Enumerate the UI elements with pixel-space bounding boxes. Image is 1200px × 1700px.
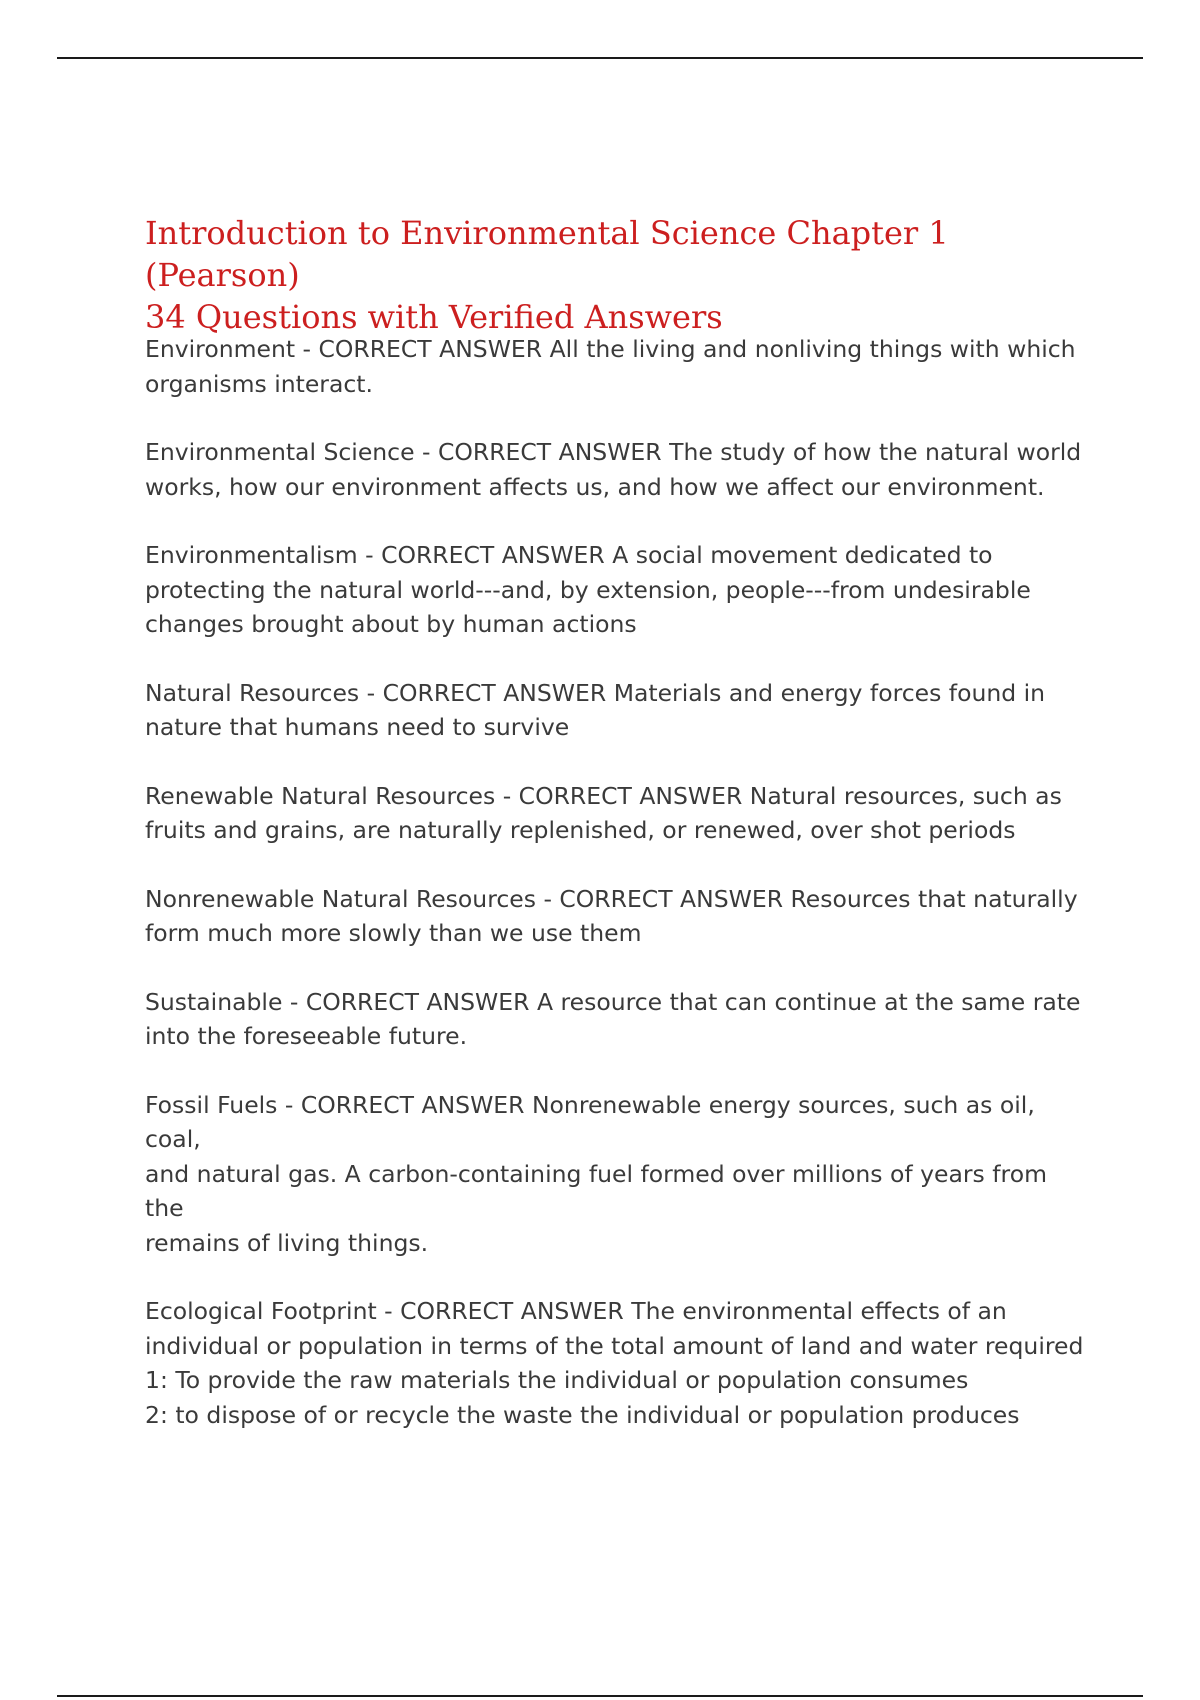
qa-separator: - CORRECT ANSWER bbox=[414, 438, 670, 466]
document-title bbox=[145, 212, 1085, 338]
qa-separator: - CORRECT ANSWER bbox=[535, 884, 791, 913]
qa-answer-text: The environmental effects of an bbox=[631, 1297, 1007, 1325]
qa-entry-first-line bbox=[145, 538, 1085, 573]
qa-entry-first-line bbox=[145, 985, 1085, 1020]
qa-separator: - CORRECT ANSWER bbox=[376, 1297, 632, 1325]
qa-answer-line: fruits and grains, are naturally replenished, or renewed, over shot periods bbox=[145, 816, 1016, 844]
qa-term: Ecological Footprint bbox=[145, 1297, 377, 1325]
qa-separator: - CORRECT ANSWER bbox=[295, 335, 550, 363]
qa-separator: - CORRECT ANSWER bbox=[359, 678, 614, 707]
qa-entry bbox=[145, 985, 1085, 1054]
qa-answer-line: changes brought about by human actions bbox=[145, 610, 637, 638]
qa-entry bbox=[145, 1088, 1085, 1261]
qa-separator: - CORRECT ANSWER bbox=[495, 781, 750, 810]
qa-separator: - CORRECT ANSWER bbox=[357, 541, 613, 569]
qa-entry bbox=[145, 882, 1085, 951]
qa-answer-line: form much more slowly than we use them bbox=[145, 919, 642, 947]
qa-term: Natural Resources bbox=[145, 678, 360, 707]
qa-term: Environment bbox=[145, 335, 296, 363]
qa-entry-first-line bbox=[145, 1088, 1085, 1157]
qa-entry-first-line bbox=[145, 332, 1085, 367]
qa-separator: - CORRECT ANSWER bbox=[282, 987, 537, 1016]
qa-entry-first-line bbox=[145, 1294, 1085, 1329]
qa-entry-first-line bbox=[145, 435, 1085, 470]
qa-entry-first-line bbox=[145, 779, 1085, 814]
title-line-2: 34 Questions with Verified Answers bbox=[145, 298, 723, 336]
qa-entry bbox=[145, 435, 1085, 504]
qa-answer-text: Natural resources, such as bbox=[749, 781, 1062, 810]
qa-term: Nonrenewable Natural Resources bbox=[145, 884, 536, 913]
qa-answer-text: Nonrenewable energy sources, such as oil, coal, bbox=[145, 1090, 1035, 1153]
qa-answer-line: individual or population in terms of the total amount of land and water required bbox=[145, 1331, 1084, 1360]
qa-answer-text: Resources that naturally bbox=[790, 884, 1078, 913]
qa-answer-line: and natural gas. A carbon-containing fuel formed over millions of years from the bbox=[145, 1159, 1047, 1222]
qa-term: Environmentalism bbox=[145, 541, 358, 569]
qa-answer-line: into the foreseeable future. bbox=[145, 1022, 468, 1050]
qa-answer-text: The study of how the natural world bbox=[669, 438, 1082, 466]
qa-answer-line: nature that humans need to survive bbox=[145, 713, 570, 741]
qa-entry bbox=[145, 676, 1085, 745]
qa-entry bbox=[145, 779, 1085, 848]
qa-entry-first-line bbox=[145, 882, 1085, 917]
qa-separator: - CORRECT ANSWER bbox=[277, 1090, 532, 1119]
qa-term: Renewable Natural Resources bbox=[145, 781, 496, 810]
title-line-1: Introduction to Environmental Science Chapter 1 (Pearson) bbox=[145, 214, 949, 294]
bottom-divider bbox=[57, 1695, 1143, 1697]
qa-answer-line: works, how our environment affects us, and how we affect our environment. bbox=[145, 472, 1045, 501]
qa-answer-text: A social movement dedicated to bbox=[612, 541, 993, 569]
qa-answer-text: A resource that can continue at the same rate bbox=[536, 987, 1081, 1016]
qa-answer-line: 1: To provide the raw materials the individual or population consumes bbox=[145, 1366, 969, 1394]
qa-answer-text: All the living and nonliving things with which bbox=[549, 335, 1076, 363]
qa-term: Fossil Fuels bbox=[145, 1090, 278, 1119]
qa-list bbox=[145, 332, 1085, 1466]
qa-answer-line: remains of living things. bbox=[145, 1228, 429, 1257]
qa-entry bbox=[145, 332, 1085, 401]
qa-answer-line: protecting the natural world---and, by extension, people---from undesirable bbox=[145, 575, 1031, 604]
qa-answer-line: organisms interact. bbox=[145, 369, 373, 398]
qa-term: Environmental Science bbox=[145, 438, 415, 466]
qa-answer-text: Materials and energy forces found in bbox=[613, 678, 1046, 707]
qa-entry-first-line bbox=[145, 676, 1085, 711]
qa-answer-line: 2: to dispose of or recycle the waste the individual or population produces bbox=[145, 1400, 1020, 1429]
qa-entry bbox=[145, 1294, 1085, 1432]
qa-entry bbox=[145, 538, 1085, 642]
top-divider bbox=[57, 57, 1143, 59]
qa-term: Sustainable bbox=[145, 987, 283, 1016]
